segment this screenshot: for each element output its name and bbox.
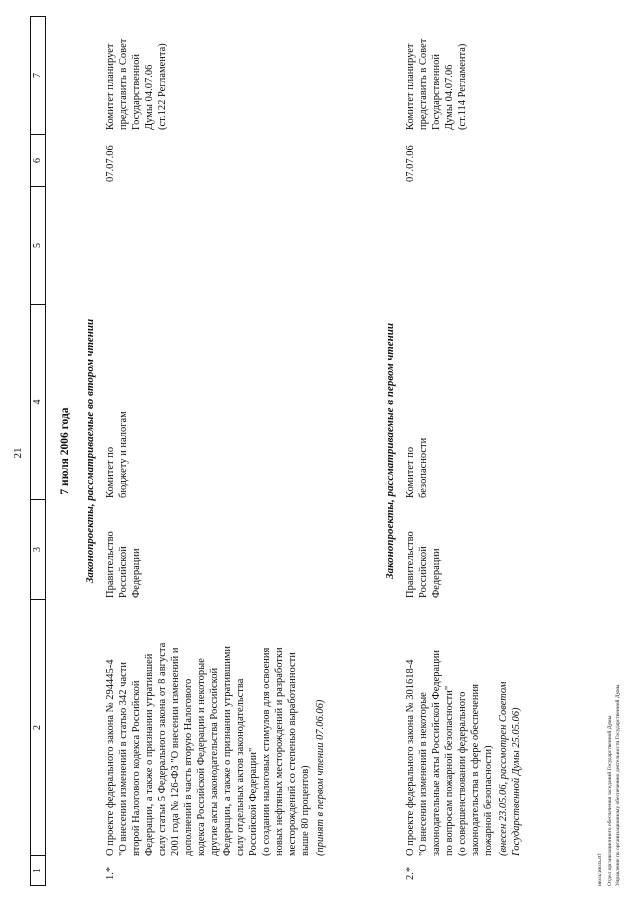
committee-plan: Комитет планирует представить в Совет Государственной Думы 04.07.06 (ст.114 Регламента)	[405, 38, 468, 130]
column-number-header	[30, 16, 46, 886]
footer-department: Отдел организационного обеспечения заседаний Государственной Думы	[607, 715, 613, 886]
committee-plan: Комитет планирует представить в Совет Государственной Думы 04.07.06 (ст.122 Регламента)	[105, 38, 168, 130]
bill-initiator: Правительство Российской Федерации	[105, 531, 142, 598]
bill-description: О проекте федерального закона № 294445-4 "О внесении изменений в статью 342 части второй Налогового кодекса Российской Федерации, а также о признании утратившей силу статьи 5 Федерального закона от 8 августа 2001 года № 126-ФЗ "О внесении изменений и дополнений в часть вторую Налогового кодекса Российской Федерации и некоторые другие акты законодательства Российской Федерации, а также о признании утратившими силу отдельных актов законодательства Российской Федерации" (о создании налоговых стимулов для освоения новых нефтяных месторождений и разработки месторождений со степенью выработанности выше 80 процентов)	[105, 642, 311, 856]
bill-initiator: Правительство Российской Федерации	[405, 531, 442, 598]
footer-directorate: Управление по организационному обеспечению деятельности Государственной Думы	[615, 684, 621, 886]
section-title-second-reading: Законопроекты, рассматриваемые во втором чтении	[84, 318, 96, 584]
responsible-committee: Комитет по безопасности	[405, 437, 429, 498]
column-header-7: 7	[32, 73, 43, 78]
row-number: 2.*	[405, 866, 416, 880]
bill-status-note: (принят в первом чтении 07.06.06)	[315, 699, 326, 856]
column-header-2: 2	[31, 599, 45, 855]
column-header-4: 4	[31, 304, 45, 499]
column-header-5: 5	[31, 186, 45, 304]
bill-status-note: (внесен 23.05.06, рассмотрен Советом Государственной Думы 25.05.06)	[498, 681, 522, 856]
consideration-date: 07.07.06	[105, 145, 116, 182]
bill-description: О проекте федерального закона № 301618-4 "О внесении изменений в некоторые законодательные акты Российской Федерации по вопросам пожарной безопасности" (о совершенствовании федерального законодательства в сфере обеспечения пожарной безопасности)	[405, 649, 494, 856]
column-header-6: 6	[31, 134, 45, 186]
page-number: 21	[12, 447, 24, 459]
column-header-3: 3	[31, 499, 45, 599]
responsible-committee: Комитет по бюджету и налогам	[105, 411, 129, 498]
footer-filename: июль\июль.rtf	[597, 853, 603, 886]
row-number: 1.*	[105, 866, 116, 880]
date-title: 7 июля 2006 года	[59, 407, 71, 495]
consideration-date: 07.07.06	[405, 145, 416, 182]
column-header-1: 1	[31, 855, 45, 885]
section-title-first-reading: Законопроекты, рассматриваемые в первом чтении	[384, 323, 396, 579]
